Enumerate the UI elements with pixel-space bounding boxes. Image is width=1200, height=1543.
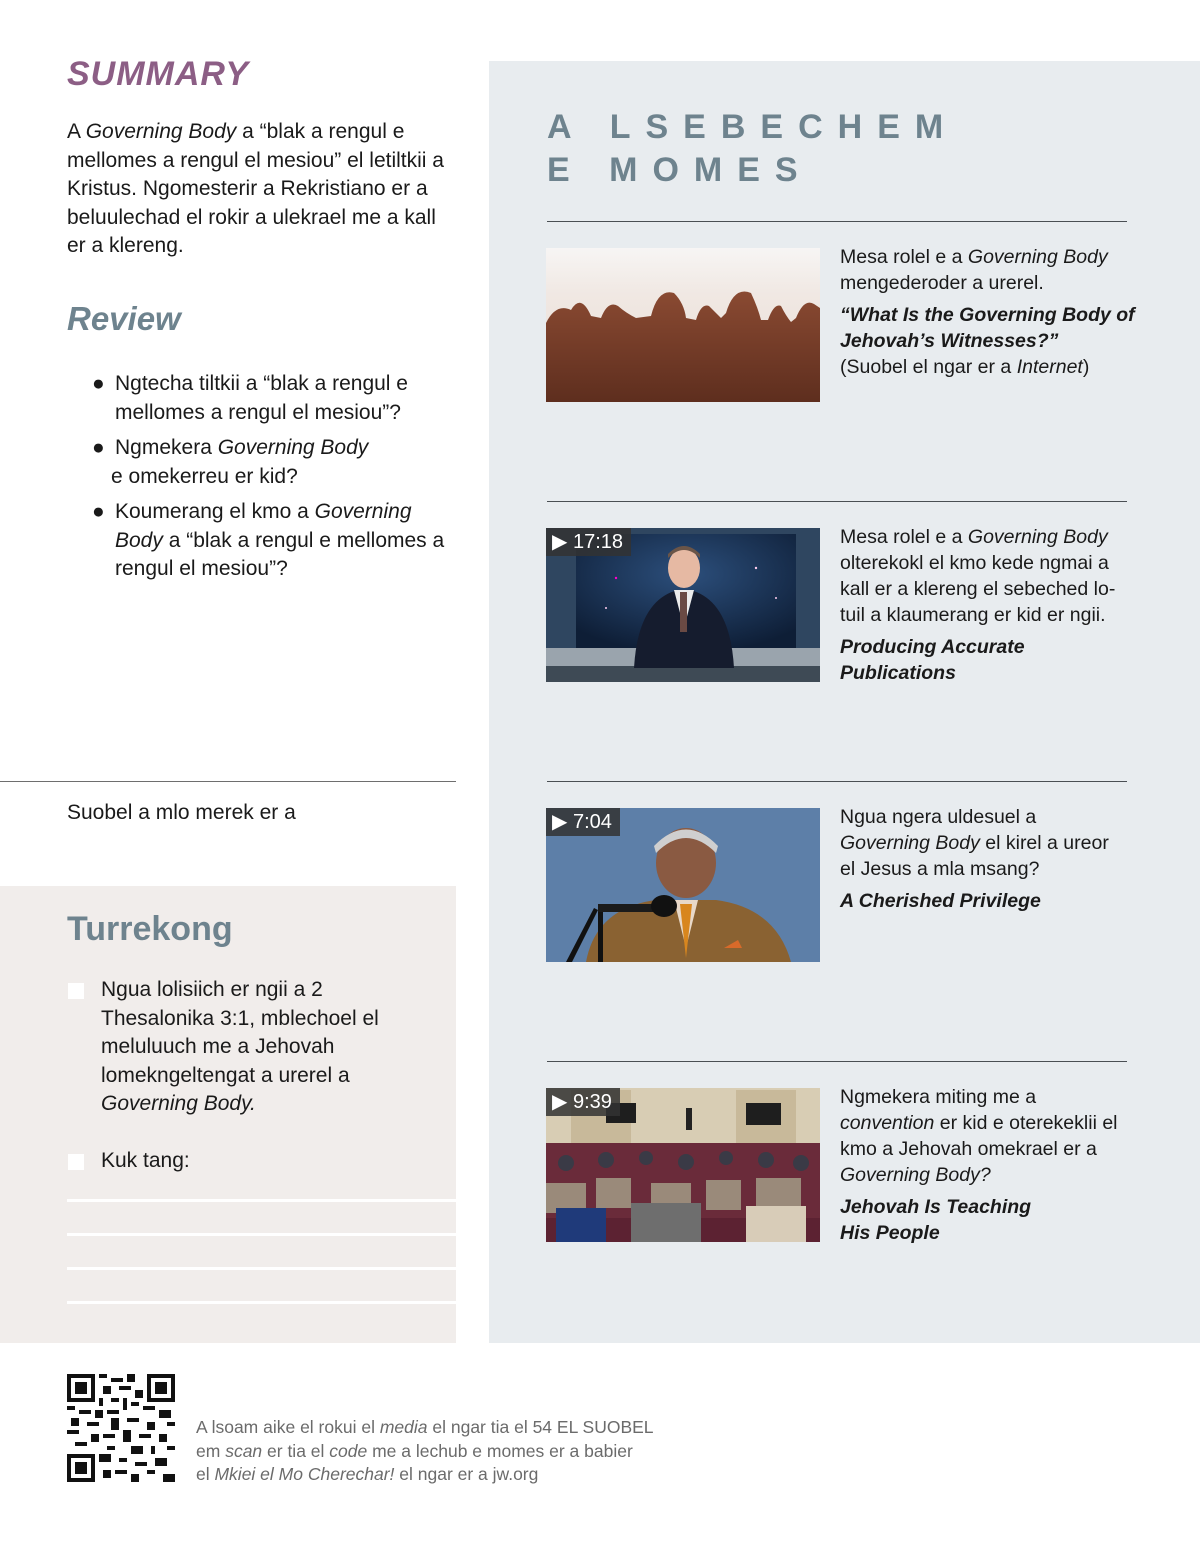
desc-part: mengederoder a urerel. (840, 272, 1044, 294)
more-text: Suobel a mlo merek er a (67, 801, 296, 824)
description-text (840, 244, 1140, 296)
bullet-icon: ● (92, 500, 105, 523)
review-title: Review (67, 300, 181, 337)
review-text: Ngmekera (115, 436, 218, 459)
divider (547, 1061, 1127, 1062)
footer-italic: scan (225, 1440, 263, 1461)
desc-part: er kid e oterekeklii el kmo a Jehovah omekrael er a (840, 1112, 1118, 1160)
writing-line[interactable] (67, 1267, 456, 1270)
action-text: Ngua lolisiich er ngii a 2 Thesalonika 3:1, mblechoel el meluluuch me a Jehovah lomekngeltengat a urerel a (101, 978, 379, 1087)
desc-italic: Governing Body (967, 526, 1108, 548)
review-question (92, 434, 462, 491)
description-text (840, 524, 1140, 628)
bullet-icon: ● (92, 372, 105, 395)
desc-italic: Governing Body? (840, 1164, 991, 1186)
duration-badge (546, 1088, 620, 1116)
review-text: Ngtecha tiltkii a “blak a rengul e mellomes a rengul el mesiou”? (115, 372, 408, 424)
footer-part: el ngar er a jw.org (394, 1464, 539, 1484)
footer-line (196, 1440, 654, 1464)
writing-line[interactable] (67, 1301, 456, 1304)
review-list (92, 370, 462, 591)
duration-badge (546, 808, 620, 836)
action-item-text: Kuk tang: (101, 1149, 190, 1172)
summary-text-part: a “blak a rengul e mellomes a rengul el mesiou” el letiltkii a Kristus. Ngomesterir a Rekristiano er a beluulechad el rokir a ulekrael me a kall er a klereng. (67, 120, 444, 257)
description-text (840, 804, 1110, 882)
media-description (840, 1084, 1125, 1246)
footer-line (196, 1463, 654, 1487)
review-question (92, 370, 462, 427)
duration-text: 7:04 (572, 811, 612, 833)
review-text-italic: Governing Body (115, 500, 412, 552)
desc-part: el kirel a ureor el Jesus a mla msang? (840, 832, 1109, 880)
note-part: ) (1082, 356, 1090, 378)
meeting-silhouette-image (546, 248, 820, 402)
divider (547, 221, 1127, 222)
review-text: Koumerang el kmo a (115, 500, 315, 523)
duration-badge (546, 528, 631, 556)
play-icon: ▶ (552, 1091, 568, 1113)
bullet-icon: ● (92, 436, 105, 459)
desc-part: Mesa rolel e a (840, 246, 968, 268)
desc-part: olterekokl el kmo kede ngmai a kall er a klereng el sebeched lo-tuil a klaumerang er kid er ngii. (840, 552, 1116, 626)
footer-italic: Mkiei el Mo Cherechar! (214, 1464, 395, 1484)
footer-part: me a lechub e momes er a babier (367, 1440, 633, 1461)
duration-text: 9:39 (572, 1091, 612, 1113)
footer-italic: media (379, 1417, 428, 1437)
desc-part: Ngua ngera uldesuel a (840, 806, 1037, 828)
summary-text-part: A (67, 120, 86, 143)
footer-part: er tia el (262, 1440, 330, 1461)
footer-part: el ngar tia el 54 EL SUOBEL (427, 1417, 654, 1437)
article-link[interactable]: “What Is the Governing Body of Jehovah’s Witnesses?” (840, 304, 1135, 352)
video-link[interactable]: Producing Accurate Publications (840, 636, 1025, 684)
desc-italic: Governing Body (840, 832, 980, 854)
divider (547, 501, 1127, 502)
media-title-line: E MOMES (547, 151, 813, 189)
duration-text: 17:18 (572, 531, 624, 553)
review-text-italic: Governing Body (217, 436, 369, 459)
summary-title: SUMMARY (67, 55, 250, 93)
note-part: (Suobel el ngar er a (840, 356, 1017, 378)
checkbox[interactable] (68, 983, 84, 999)
media-title-line: A LSEBECHEM (547, 108, 959, 146)
desc-italic: convention (840, 1112, 935, 1134)
divider (547, 781, 1127, 782)
video-thumbnail[interactable] (546, 808, 820, 962)
video-thumbnail[interactable] (546, 528, 820, 682)
video-link[interactable]: A Cherished Privilege (840, 890, 1041, 912)
divider (0, 781, 456, 782)
media-title (547, 106, 958, 192)
media-description (840, 804, 1110, 914)
desc-italic: Governing Body (967, 246, 1108, 268)
footer-line (196, 1416, 654, 1440)
note-text (840, 354, 1140, 380)
qr-code[interactable] (67, 1374, 175, 1482)
action-text-italic: Governing Body. (101, 1092, 256, 1115)
play-icon: ▶ (552, 531, 568, 553)
writing-line[interactable] (67, 1199, 456, 1202)
footer-part: em (196, 1440, 226, 1461)
summary-text (67, 118, 457, 261)
footer-part: el (196, 1464, 215, 1484)
footer-part: A lsoam aike el rokui el (196, 1417, 380, 1437)
media-description (840, 524, 1140, 686)
description-text (840, 1084, 1125, 1188)
writing-line[interactable] (67, 1233, 456, 1236)
review-question (92, 498, 462, 584)
desc-part: Mesa rolel e a (840, 526, 968, 548)
footer-italic: code (329, 1440, 368, 1461)
video-thumbnail[interactable] (546, 1088, 820, 1242)
article-thumbnail[interactable] (546, 248, 820, 402)
video-link[interactable]: Jehovah Is Teaching His People (840, 1196, 1032, 1244)
checkbox[interactable] (68, 1154, 84, 1170)
review-text: a “blak a rengul e mellomes a rengul el mesiou”? (115, 528, 445, 580)
review-text: e omekerreu er kid? (111, 464, 298, 488)
desc-part: Ngmekera miting me a (840, 1086, 1037, 1108)
note-italic: Internet (1016, 356, 1083, 378)
summary-text-italic: Governing Body (85, 120, 237, 143)
action-item-text (101, 976, 421, 1119)
play-icon: ▶ (552, 811, 568, 833)
footer-text (196, 1416, 654, 1487)
action-title: Turrekong (67, 910, 233, 948)
media-description (840, 244, 1140, 380)
